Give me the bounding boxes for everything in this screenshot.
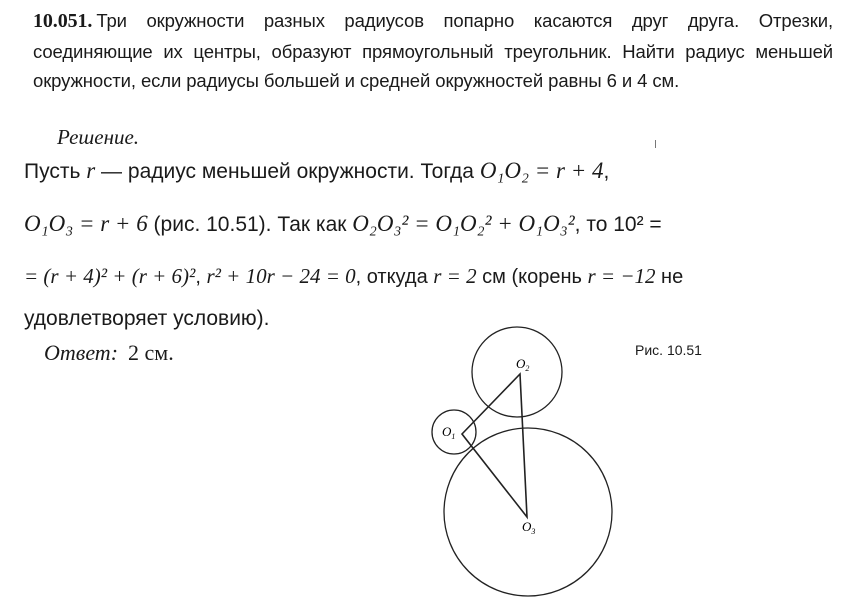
problem-text: Три окружности разных радиусов попарно касаются друг друга. Отрезки, соединяющие их центры, образуют прямоугольный треугольник. Найти радиус меньшей окружности, если радиусы большей и средней окружностей равны 6 и 4 см. [33, 10, 833, 91]
solution-text: см (корень [476, 266, 588, 288]
figure-caption: Рис. 10.51 [635, 342, 702, 358]
solution-text: , [195, 266, 207, 288]
label-o3: $O_3$ [522, 519, 536, 536]
label-o1: $O_1$ [442, 424, 456, 441]
answer-value: 2 см. [128, 340, 174, 365]
solution-line-1 [24, 158, 834, 184]
solution-text: Пусть [24, 160, 87, 183]
solution-text: , [603, 160, 610, 183]
solution-math: O₂O₃² = O₁O₂² + O₁O₃² [352, 211, 575, 236]
solution-math: r = 2 [433, 264, 477, 288]
answer-label: Ответ: [44, 340, 119, 365]
solution-text: , откуда [355, 266, 434, 288]
large-circle [444, 428, 612, 596]
solution-line-4: удовлетворяет условию). [24, 307, 270, 330]
solution-math: r² + 10r − 24 = 0 [206, 264, 356, 288]
solution-text: , то 10² = [574, 213, 662, 236]
label-o2: $O_2$ [516, 356, 530, 373]
centers-triangle [462, 374, 527, 517]
middle-circle [472, 327, 562, 417]
problem-number: 10.051. [33, 10, 93, 32]
figure-10-51 [420, 320, 620, 602]
problem-statement [33, 6, 833, 96]
solution-math: r [86, 158, 96, 183]
solution-text: (рис. 10.51). Так как [147, 213, 353, 236]
solution-math: = (r + 4)² + (r + 6)² [24, 264, 196, 288]
solution-text: не [655, 266, 684, 288]
solution-math: r = −12 [587, 264, 656, 288]
answer [44, 340, 174, 366]
solution-math: O₁O₂ = r + 4 [479, 158, 604, 183]
solution-line-3 [24, 264, 834, 289]
solution-text: — радиус меньшей окружности. Тогда [95, 160, 480, 183]
solution-line-2 [24, 211, 834, 237]
solution-math: O₁O₃ = r + 6 [24, 211, 148, 236]
scan-mark [655, 140, 656, 148]
solution-heading: Решение. [57, 125, 140, 149]
